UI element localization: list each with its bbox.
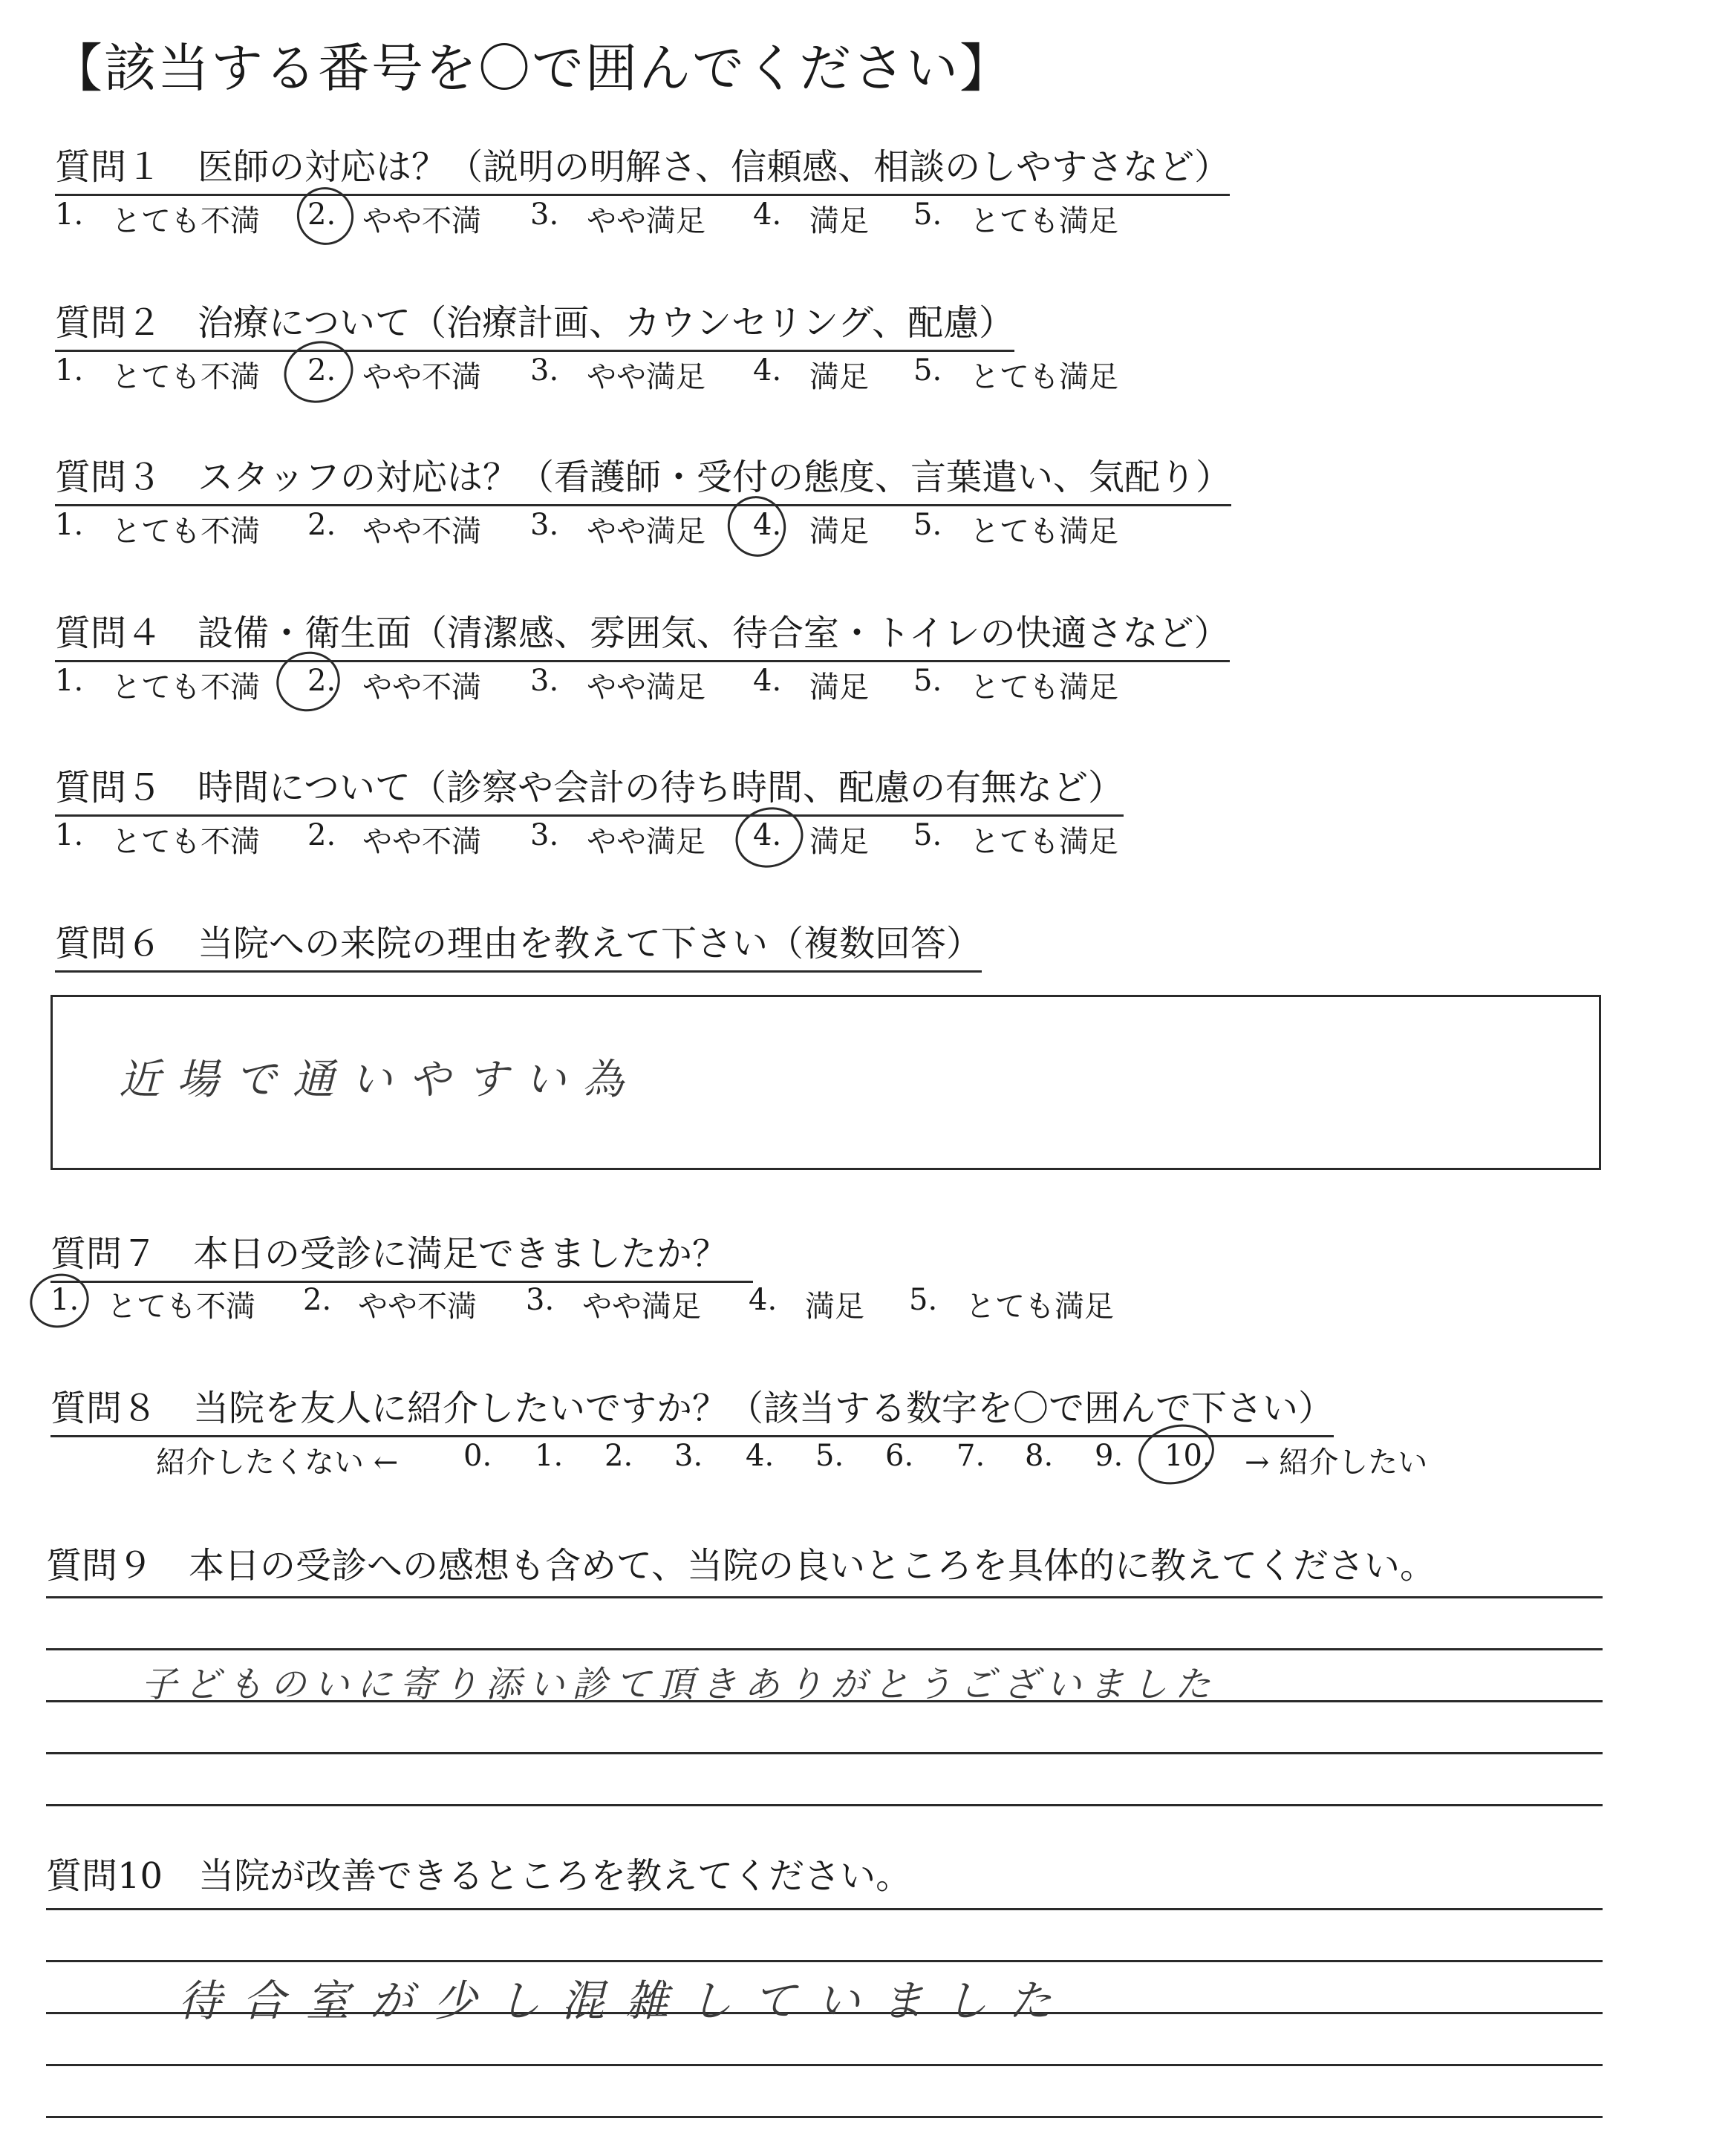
option-2-label: やや不満: [362, 670, 481, 705]
option-3-number[interactable]: 3.: [530, 197, 559, 232]
option-4-number[interactable]: 4.: [753, 818, 782, 852]
scale-number-0[interactable]: 0.: [463, 1439, 492, 1473]
question-10-handwritten-answer: 待合室が少し混雑していました: [178, 1976, 1073, 2026]
question-8-scale: [0, 1439, 1634, 1480]
question-1-options: [55, 197, 1169, 238]
question-5-title: 質問５ 時間について（診察や会計の待ち時間、配慮の有無など）: [55, 759, 1124, 817]
question-4-title: 質問４ 設備・衛生面（清潔感、雰囲気、待合室・トイレの快適さなど）: [55, 604, 1230, 662]
question-5-options: [55, 818, 1169, 859]
option-2-label: やや不満: [362, 360, 481, 394]
option-2-number[interactable]: 2.: [307, 818, 336, 852]
question-4-options: [55, 664, 1169, 705]
q10-answer-line-2: [46, 1960, 1603, 1962]
question-9-handwritten-answer: 子どものいに寄り添い診て頂きありがとうございました: [141, 1664, 1219, 1705]
option-3-number[interactable]: 3.: [530, 664, 559, 698]
option-1-label: とても不満: [111, 514, 260, 549]
option-4-label: 満足: [805, 1290, 864, 1324]
question-7-title: 質問７ 本日の受診に満足できましたか？: [50, 1225, 753, 1283]
q10-answer-line-4: [46, 2064, 1603, 2066]
option-5-label: とても満足: [970, 514, 1118, 549]
option-4-number[interactable]: 4.: [749, 1283, 778, 1317]
q9-answer-line-4: [46, 1752, 1603, 1754]
option-1-label: とても不満: [111, 825, 260, 859]
question-7-options: [50, 1283, 1164, 1324]
option-4-number[interactable]: 4.: [753, 197, 782, 232]
form-heading: 【該当する番号を〇で囲んでください】: [50, 38, 1013, 99]
option-3-number[interactable]: 3.: [530, 818, 559, 852]
option-1-label: とても不満: [111, 360, 260, 394]
option-2-number[interactable]: 2.: [307, 664, 336, 698]
option-5-number[interactable]: 5.: [913, 664, 942, 698]
option-5-number[interactable]: 5.: [913, 818, 942, 852]
option-4-label: 満足: [809, 204, 869, 238]
q10-answer-line-1: [46, 1908, 1603, 1910]
option-3-label: やや満足: [587, 360, 705, 394]
scale-number-2[interactable]: 2.: [604, 1439, 633, 1473]
option-4-label: 満足: [809, 514, 869, 549]
option-3-label: やや満足: [587, 825, 705, 859]
scale-number-6[interactable]: 6.: [885, 1439, 914, 1473]
option-1-number[interactable]: 1.: [55, 818, 84, 852]
option-3-label: やや満足: [587, 670, 705, 705]
question-9-title: 質問９ 本日の受診への感想も含めて、当院の良いところを具体的に教えてください。: [46, 1545, 1436, 1587]
option-1-number[interactable]: 1.: [50, 1283, 79, 1317]
option-3-number[interactable]: 3.: [530, 508, 559, 542]
scale-number-4[interactable]: 4.: [746, 1439, 775, 1473]
option-2-number[interactable]: 2.: [307, 197, 336, 232]
option-5-number[interactable]: 5.: [909, 1283, 938, 1317]
option-5-number[interactable]: 5.: [913, 508, 942, 542]
scale-number-1[interactable]: 1.: [535, 1439, 564, 1473]
question-1-title: 質問１ 医師の対応は？（説明の明解さ、信頼感、相談のしやすさなど）: [55, 138, 1230, 196]
question-3-options: [55, 508, 1169, 549]
option-3-label: やや満足: [587, 514, 705, 549]
question-2-options: [55, 353, 1169, 394]
option-1-number[interactable]: 1.: [55, 508, 84, 542]
option-2-label: やや不満: [358, 1290, 477, 1324]
option-2-number[interactable]: 2.: [303, 1283, 332, 1317]
option-5-label: とても満足: [965, 1290, 1114, 1324]
option-1-number[interactable]: 1.: [55, 664, 84, 698]
option-2-number[interactable]: 2.: [307, 508, 336, 542]
scale-right-label: → 紹介したい: [1245, 1446, 1428, 1480]
q9-answer-line-1: [46, 1596, 1603, 1598]
option-5-number[interactable]: 5.: [913, 353, 942, 388]
question-6-handwritten-answer: 近場で通いやすい為: [119, 1056, 640, 1104]
option-4-number[interactable]: 4.: [753, 664, 782, 698]
scale-number-3[interactable]: 3.: [674, 1439, 703, 1473]
q9-answer-line-2: [46, 1648, 1603, 1650]
question-2-title: 質問２ 治療について（治療計画、カウンセリング、配慮）: [55, 294, 1014, 352]
option-5-label: とても満足: [970, 825, 1118, 859]
option-4-number[interactable]: 4.: [753, 508, 782, 542]
option-4-number[interactable]: 4.: [753, 353, 782, 388]
option-2-label: やや不満: [362, 825, 481, 859]
option-1-number[interactable]: 1.: [55, 353, 84, 388]
q9-answer-line-5: [46, 1804, 1603, 1806]
option-5-label: とても満足: [970, 360, 1118, 394]
option-3-label: やや満足: [582, 1290, 701, 1324]
option-4-label: 満足: [809, 670, 869, 705]
option-2-label: やや不満: [362, 514, 481, 549]
option-1-label: とても不満: [111, 670, 260, 705]
scale-number-8[interactable]: 8.: [1025, 1439, 1054, 1473]
option-2-number[interactable]: 2.: [307, 353, 336, 388]
q10-answer-line-5: [46, 2116, 1603, 2118]
scale-left-label: 紹介したくない ←: [156, 1446, 399, 1480]
option-3-label: やや満足: [587, 204, 705, 238]
option-5-label: とても満足: [970, 204, 1118, 238]
option-3-number[interactable]: 3.: [530, 353, 559, 388]
option-1-label: とても不満: [111, 204, 260, 238]
question-3-title: 質問３ スタッフの対応は？（看護師・受付の態度、言葉遣い、気配り）: [55, 448, 1231, 506]
option-5-number[interactable]: 5.: [913, 197, 942, 232]
option-3-number[interactable]: 3.: [526, 1283, 555, 1317]
scale-number-5[interactable]: 5.: [815, 1439, 844, 1473]
scale-number-7[interactable]: 7.: [956, 1439, 985, 1473]
question-10-title: 質問10 当院が改善できるところを教えてください。: [46, 1855, 912, 1897]
question-6-title: 質問６ 当院への来院の理由を教えて下さい（複数回答）: [55, 915, 982, 973]
option-4-label: 満足: [809, 360, 869, 394]
option-1-number[interactable]: 1.: [55, 197, 84, 232]
scale-number-9[interactable]: 9.: [1095, 1439, 1124, 1473]
option-4-label: 満足: [809, 825, 869, 859]
option-1-label: とても不満: [107, 1290, 255, 1324]
scale-number-10[interactable]: 10.: [1164, 1439, 1212, 1473]
option-2-label: やや不満: [362, 204, 481, 238]
question-8-title: 質問８ 当院を友人に紹介したいですか？（該当する数字を〇で囲んで下さい）: [50, 1379, 1334, 1437]
option-5-label: とても満足: [970, 670, 1118, 705]
